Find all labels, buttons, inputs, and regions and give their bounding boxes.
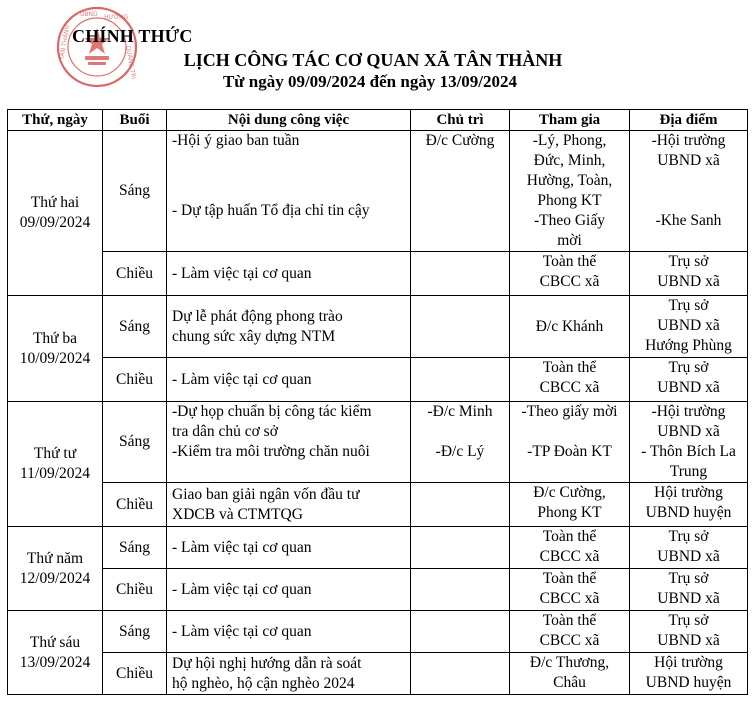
header-session: Buổi bbox=[103, 110, 167, 131]
table-row bbox=[8, 358, 748, 402]
participant-line: Toàn thể bbox=[542, 359, 597, 376]
day-cell bbox=[8, 402, 103, 527]
location-line: Trụ sở bbox=[668, 570, 709, 587]
location-line: UBND xã bbox=[657, 423, 720, 440]
participant-line: CBCC xã bbox=[539, 632, 600, 649]
participant-line: Toàn thể bbox=[542, 253, 597, 270]
table-row bbox=[8, 252, 748, 296]
lead-cell bbox=[411, 527, 510, 569]
location-line: UBND xã bbox=[657, 632, 720, 649]
weekday: Thứ hai bbox=[30, 194, 80, 211]
task-line: Dự lễ phát động phong trào bbox=[172, 307, 343, 325]
task-cell bbox=[167, 296, 411, 358]
date: 12/09/2024 bbox=[19, 569, 91, 587]
task-cell: - Làm việc tại cơ quan bbox=[167, 527, 411, 569]
location-line: -Hội trường bbox=[651, 403, 726, 420]
location-line: UBND xã bbox=[657, 548, 720, 565]
participants-cell bbox=[510, 483, 630, 527]
header-location: Địa điểm bbox=[630, 110, 748, 131]
header-lead: Chủ trì bbox=[411, 110, 510, 131]
location-cell bbox=[630, 131, 748, 252]
task-line: XDCB và CTMTQG bbox=[172, 505, 303, 523]
task-cell bbox=[167, 131, 411, 252]
lead-cell bbox=[411, 131, 510, 252]
session-cell: Sáng bbox=[103, 296, 167, 358]
day-cell bbox=[8, 527, 103, 611]
table-row bbox=[8, 569, 748, 611]
session-cell: Sáng bbox=[103, 611, 167, 653]
task-cell: - Làm việc tại cơ quan bbox=[167, 358, 411, 402]
document-title: LỊCH CÔNG TÁC CƠ QUAN XÃ TÂN THÀNH bbox=[183, 50, 563, 70]
participant-line: -Theo giấy mời bbox=[521, 403, 618, 420]
location-cell bbox=[630, 653, 748, 695]
participants-cell: Đ/c Khánh bbox=[510, 296, 630, 358]
table-header-row bbox=[8, 110, 748, 131]
lead-cell bbox=[411, 653, 510, 695]
location-cell bbox=[630, 402, 748, 483]
location-line: Trung bbox=[669, 463, 708, 480]
task-cell bbox=[167, 483, 411, 527]
participant-line: mời bbox=[557, 232, 582, 249]
task-cell: - Làm việc tại cơ quan bbox=[167, 252, 411, 296]
day-cell bbox=[8, 131, 103, 296]
table-row bbox=[8, 653, 748, 695]
participant-line: Phong KT bbox=[537, 192, 602, 209]
participant-line: Toàn thể bbox=[542, 570, 597, 587]
date: 11/09/2024 bbox=[19, 465, 91, 482]
task-line: Giao ban giải ngân vốn đầu tư bbox=[172, 485, 360, 503]
day-cell bbox=[8, 611, 103, 695]
participant-line: CBCC xã bbox=[539, 379, 600, 396]
table-row bbox=[8, 402, 748, 483]
participant-line: -Theo Giấy bbox=[533, 212, 605, 229]
session-cell: Chiều bbox=[103, 483, 167, 527]
weekday: Thứ ba bbox=[32, 329, 78, 347]
lead-line: Đ/c Cường bbox=[425, 132, 495, 149]
participant-line: Phong KT bbox=[537, 504, 602, 521]
participant-line: Châu bbox=[553, 674, 586, 691]
task-line: Dự hội nghị hướng dẫn rà soát bbox=[172, 654, 362, 672]
weekday: Thứ tư bbox=[33, 445, 77, 462]
participant-line: Đ/c Cường, bbox=[533, 484, 606, 501]
day-cell bbox=[8, 296, 103, 402]
task-line: chung sức xây dựng NTM bbox=[172, 327, 336, 345]
task-line: -Dự họp chuẩn bị công tác kiểm bbox=[172, 403, 372, 420]
location-line: -Khe Sanh bbox=[655, 212, 722, 229]
location-line: Hướng Phùng bbox=[645, 337, 732, 354]
location-line: Trụ sở bbox=[668, 612, 709, 629]
lead-cell bbox=[411, 569, 510, 611]
participant-line: Hường, Toàn, bbox=[526, 172, 613, 189]
svg-text:QUẢNG TRỊ: QUẢNG TRỊ bbox=[124, 45, 137, 80]
table-row bbox=[8, 611, 748, 653]
lead-cell bbox=[411, 611, 510, 653]
session-cell: Chiều bbox=[103, 252, 167, 296]
weekday: Thứ năm bbox=[26, 549, 84, 567]
location-line: UBND xã bbox=[657, 152, 720, 169]
location-cell bbox=[630, 483, 748, 527]
date-range: Từ ngày 09/09/2024 đến ngày 13/09/2024 bbox=[222, 72, 518, 91]
svg-text:TÂN THÀNH: TÂN THÀNH bbox=[58, 24, 72, 61]
location-line: Trụ sở bbox=[668, 297, 709, 314]
work-schedule-table bbox=[7, 109, 748, 695]
lead-line: -Đ/c Minh bbox=[427, 403, 493, 420]
location-cell bbox=[630, 527, 748, 569]
location-cell bbox=[630, 252, 748, 296]
weekday: Thứ sáu bbox=[29, 633, 81, 651]
session-cell: Sáng bbox=[103, 131, 167, 252]
header-task: Nội dung công việc bbox=[167, 110, 411, 131]
svg-text:HƯỚNG: HƯỚNG bbox=[104, 14, 129, 21]
participants-cell bbox=[510, 653, 630, 695]
lead-cell bbox=[411, 296, 510, 358]
location-line: UBND xã bbox=[657, 590, 720, 607]
task-cell: - Làm việc tại cơ quan bbox=[167, 569, 411, 611]
lead-cell bbox=[411, 483, 510, 527]
location-line: Hội trường bbox=[654, 484, 723, 501]
location-line: Trụ sở bbox=[668, 359, 709, 376]
task-line: -Kiểm tra môi trường chăn nuôi bbox=[172, 443, 370, 460]
table-row bbox=[8, 483, 748, 527]
session-cell: Chiều bbox=[103, 358, 167, 402]
official-stamp-text: CHÍNH THỨC bbox=[72, 26, 193, 46]
participant-line: Toàn thể bbox=[542, 612, 597, 629]
participants-cell bbox=[510, 527, 630, 569]
participant-line: CBCC xã bbox=[539, 273, 600, 290]
participant-line: -TP Đoàn KT bbox=[527, 443, 612, 460]
session-cell: Sáng bbox=[103, 527, 167, 569]
participants-cell bbox=[510, 358, 630, 402]
location-line: UBND xã bbox=[657, 379, 720, 396]
participant-line: Toàn thể bbox=[542, 528, 597, 545]
participant-line: CBCC xã bbox=[539, 548, 600, 565]
participants-cell bbox=[510, 402, 630, 483]
participant-line: Đức, Minh, bbox=[533, 152, 606, 169]
location-line: -Hội trường bbox=[651, 132, 726, 149]
date: 13/09/2024 bbox=[19, 653, 91, 671]
participant-line: Đ/c Thương, bbox=[529, 654, 610, 671]
location-line: UBND xã bbox=[657, 273, 720, 290]
participants-cell bbox=[510, 131, 630, 252]
participant-line: CBCC xã bbox=[539, 590, 600, 607]
session-cell: Chiều bbox=[103, 569, 167, 611]
location-line: UBND huyện bbox=[645, 504, 732, 521]
table-row bbox=[8, 131, 748, 252]
task-cell bbox=[167, 402, 411, 483]
task-line: hộ nghèo, hộ cận nghèo 2024 bbox=[172, 674, 355, 692]
location-line: Trụ sở bbox=[668, 253, 709, 270]
header-participants: Tham gia bbox=[510, 110, 630, 131]
session-cell: Sáng bbox=[103, 402, 167, 483]
table-row bbox=[8, 296, 748, 358]
location-line: Hội trường bbox=[654, 654, 723, 671]
participant-line: -Lý, Phong, bbox=[532, 132, 607, 149]
participants-cell bbox=[510, 252, 630, 296]
table-row bbox=[8, 527, 748, 569]
task-line: - Dự tập huấn Tổ địa chỉ tin cậy bbox=[172, 202, 370, 219]
location-line: Trụ sở bbox=[668, 528, 709, 545]
participants-cell bbox=[510, 569, 630, 611]
header-day: Thứ, ngày bbox=[8, 110, 103, 131]
location-line: UBND huyện bbox=[645, 674, 732, 691]
task-line: tra dân chủ cơ sở bbox=[172, 423, 278, 440]
date: 09/09/2024 bbox=[19, 214, 91, 231]
location-cell bbox=[630, 611, 748, 653]
date: 10/09/2024 bbox=[19, 349, 91, 367]
task-line: -Hội ý giao ban tuần bbox=[172, 132, 300, 149]
lead-line: -Đ/c Lý bbox=[435, 443, 485, 460]
lead-cell bbox=[411, 358, 510, 402]
lead-cell bbox=[411, 252, 510, 296]
location-cell bbox=[630, 569, 748, 611]
task-cell bbox=[167, 653, 411, 695]
location-line: UBND xã bbox=[657, 317, 720, 334]
location-cell bbox=[630, 296, 748, 358]
participants-cell bbox=[510, 611, 630, 653]
location-cell bbox=[630, 358, 748, 402]
lead-cell bbox=[411, 402, 510, 483]
location-line: - Thôn Bích La bbox=[641, 443, 736, 460]
session-cell: Chiều bbox=[103, 653, 167, 695]
task-cell: - Làm việc tại cơ quan bbox=[167, 611, 411, 653]
svg-text:UBND: UBND bbox=[80, 11, 98, 18]
